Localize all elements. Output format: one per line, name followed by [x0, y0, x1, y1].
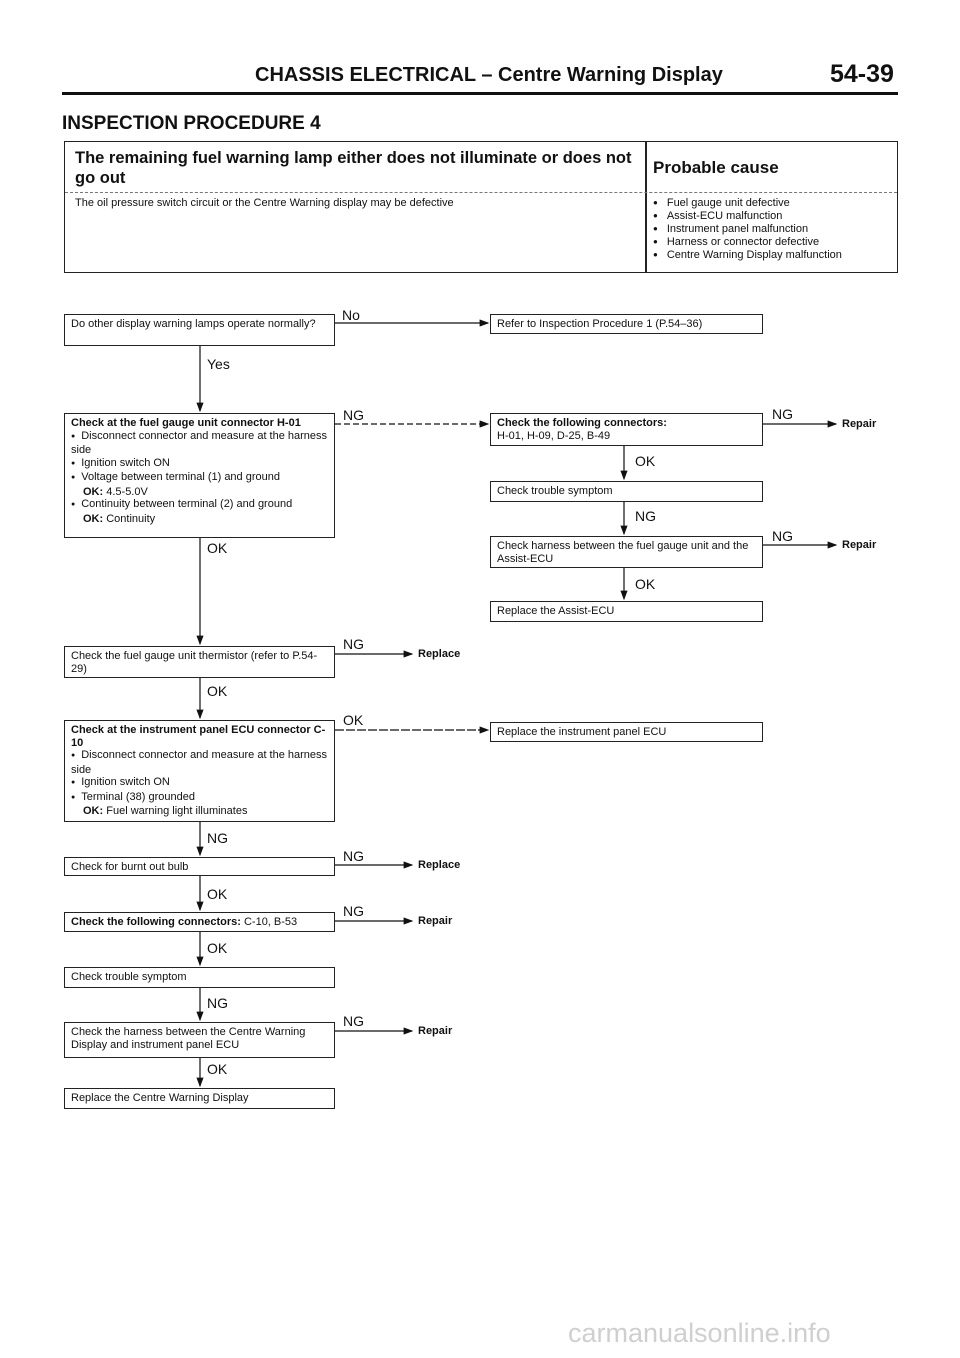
symptom-description: The oil pressure switch circuit or the Centre Warning display may be defective — [75, 197, 454, 209]
ok-label: OK: — [83, 485, 104, 498]
step-check-c10 — [64, 720, 335, 822]
label-ok: OK — [207, 940, 228, 956]
step-item: ● Ignition switch ON — [71, 776, 328, 791]
label-ng: NG — [343, 848, 364, 864]
right-check-connectors — [490, 413, 763, 446]
label-ok: OK — [207, 683, 228, 699]
step-connector-list: C-10, B-53 — [243, 916, 298, 928]
step-check-c10-title: Check at the instrument panel ECU connector C-10 — [71, 724, 326, 749]
symptom-heading: The remaining fuel warning lamp either does not illuminate or does not go out — [75, 149, 632, 187]
step-item: ● Terminal (38) grounded — [71, 791, 328, 806]
step-check-h01 — [64, 413, 335, 538]
refer-procedure-1: Refer to Inspection Procedure 1 (P.54–36) — [490, 314, 763, 334]
ok-label: OK: — [83, 512, 104, 525]
label-no: No — [342, 307, 360, 323]
ok-value: Fuel warning light illuminates — [106, 805, 248, 817]
step-burnt-bulb: Check for burnt out bulb — [64, 857, 335, 876]
label-ng: NG — [772, 406, 793, 422]
label-ng: NG — [343, 903, 364, 919]
label-yes: Yes — [207, 356, 230, 372]
label-ok: OK — [207, 540, 228, 556]
step-check-h01-list — [71, 430, 328, 486]
step-check-connectors-label: Check the following connectors: — [71, 916, 241, 928]
cause-item: ● Harness or connector defective — [653, 236, 842, 249]
page-number: 54-39 — [830, 60, 894, 88]
label-ok: OK — [343, 712, 364, 728]
probable-cause-heading: Probable cause — [653, 158, 779, 177]
right-connector-list: H-01, H-09, D-25, B-49 — [497, 429, 611, 442]
step-trouble-symptom: Check trouble symptom — [64, 967, 335, 988]
action-replace: Replace — [418, 648, 461, 660]
action-repair: Repair — [418, 915, 453, 927]
label-ok: OK — [207, 1061, 228, 1077]
label-ng: NG — [207, 830, 228, 846]
ok-condition — [71, 513, 328, 526]
label-ng: NG — [207, 995, 228, 1011]
ok-condition — [71, 486, 328, 499]
step-check-harness: Check the harness between the Centre Warning Display and instrument panel ECU — [64, 1022, 335, 1058]
right-trouble-symptom: Check trouble symptom — [490, 481, 763, 502]
action-repair: Repair — [842, 539, 877, 551]
label-ng: NG — [343, 1013, 364, 1029]
label-ng: NG — [772, 528, 793, 544]
label-ok: OK — [635, 576, 656, 592]
ok-value: Continuity — [106, 512, 156, 525]
action-repair: Repair — [842, 418, 877, 430]
replace-instrument-ecu: Replace the instrument panel ECU — [490, 722, 763, 742]
label-ng: NG — [635, 508, 656, 524]
cause-item: ● Instrument panel malfunction — [653, 223, 842, 236]
action-repair: Repair — [418, 1025, 453, 1037]
question-other-lamps: Do other display warning lamps operate normally? — [64, 314, 335, 346]
step-thermistor: Check the fuel gauge unit thermistor (refer to P.54-29) — [64, 646, 335, 678]
step-check-h01-title: Check at the fuel gauge unit connector H-01 — [71, 417, 301, 429]
step-check-c10-list — [71, 749, 328, 805]
step-item: ● Continuity between terminal (2) and ground — [71, 498, 328, 513]
step-item: ● Disconnect connector and measure at the harness side — [71, 430, 328, 457]
cause-item: ● Assist-ECU malfunction — [653, 210, 842, 223]
watermark: carmanualsonline.info — [568, 1318, 831, 1348]
cause-item: ● Fuel gauge unit defective — [653, 197, 842, 210]
step-item: ● Voltage between terminal (1) and ground — [71, 471, 328, 486]
ok-condition — [71, 805, 328, 818]
ok-label: OK: — [83, 805, 104, 817]
cause-item: ● Centre Warning Display malfunction — [653, 249, 842, 262]
label-ng: NG — [343, 636, 364, 652]
right-check-connectors-title: Check the following connectors: — [497, 417, 667, 429]
right-check-harness: Check harness between the fuel gauge unit and the Assist-ECU — [490, 536, 763, 568]
label-ok: OK — [635, 453, 656, 469]
step-item: ● Ignition switch ON — [71, 457, 328, 472]
procedure-title: INSPECTION PROCEDURE 4 — [62, 113, 321, 134]
step-check-c10-b53 — [64, 912, 335, 932]
label-ok: OK — [207, 886, 228, 902]
step-replace-display: Replace the Centre Warning Display — [64, 1088, 335, 1109]
label-ng: NG — [343, 407, 364, 423]
step-check-h01-list-2 — [71, 498, 328, 513]
step-item: ● Disconnect connector and measure at the harness side — [71, 749, 328, 776]
action-replace: Replace — [418, 859, 461, 871]
right-replace-assist-ecu: Replace the Assist-ECU — [490, 601, 763, 622]
header-title: CHASSIS ELECTRICAL – Centre Warning Display — [255, 64, 723, 86]
ok-value: 4.5-5.0V — [106, 485, 148, 498]
